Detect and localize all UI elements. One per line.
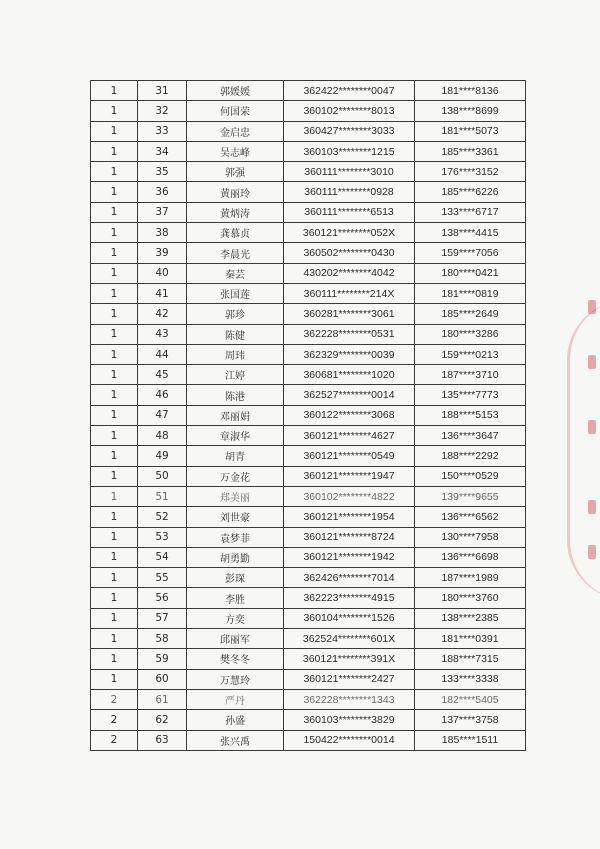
id-number-cell: 360121********2427: [284, 669, 415, 689]
number-cell: 63: [138, 730, 187, 750]
seal-mark: [588, 420, 596, 434]
table-row: [91, 182, 526, 202]
batch-cell: 2: [91, 689, 138, 709]
number-cell: 43: [138, 324, 187, 344]
phone-cell: 136****6698: [415, 547, 526, 567]
number-cell: 31: [138, 81, 187, 101]
name-cell: 胡勇勤: [187, 547, 284, 567]
phone-cell: 181****0819: [415, 283, 526, 303]
phone-cell: 136****3647: [415, 426, 526, 446]
seal-mark: [588, 300, 596, 314]
number-cell: 46: [138, 385, 187, 405]
batch-cell: 1: [91, 669, 138, 689]
name-cell: 刘世豪: [187, 507, 284, 527]
phone-cell: 181****8136: [415, 81, 526, 101]
table-row: [91, 486, 526, 506]
table-row: [91, 101, 526, 121]
table-row: [91, 405, 526, 425]
name-cell: 江婷: [187, 365, 284, 385]
phone-cell: 137****3758: [415, 710, 526, 730]
id-number-cell: 360111********3010: [284, 162, 415, 182]
name-cell: 郑美丽: [187, 486, 284, 506]
number-cell: 49: [138, 446, 187, 466]
id-number-cell: 360281********3061: [284, 304, 415, 324]
table-row: [91, 324, 526, 344]
table-row: [91, 547, 526, 567]
name-cell: 张兴禹: [187, 730, 284, 750]
number-cell: 56: [138, 588, 187, 608]
name-cell: 彭琛: [187, 568, 284, 588]
id-number-cell: 362228********0531: [284, 324, 415, 344]
id-number-cell: 362228********1343: [284, 689, 415, 709]
phone-cell: 138****4415: [415, 223, 526, 243]
phone-cell: 188****2292: [415, 446, 526, 466]
phone-cell: 138****2385: [415, 608, 526, 628]
id-number-cell: 362329********0039: [284, 344, 415, 364]
table-row: [91, 649, 526, 669]
number-cell: 39: [138, 243, 187, 263]
number-cell: 47: [138, 405, 187, 425]
phone-cell: 135****7773: [415, 385, 526, 405]
number-cell: 37: [138, 202, 187, 222]
name-cell: 吴志峰: [187, 141, 284, 161]
id-number-cell: 360111********0928: [284, 182, 415, 202]
table-row: [91, 669, 526, 689]
phone-cell: 187****3710: [415, 365, 526, 385]
batch-cell: 2: [91, 730, 138, 750]
number-cell: 55: [138, 568, 187, 588]
phone-cell: 181****5073: [415, 121, 526, 141]
number-cell: 57: [138, 608, 187, 628]
table-row: [91, 81, 526, 101]
name-cell: 胡青: [187, 446, 284, 466]
table-row: [91, 527, 526, 547]
name-cell: 张国莲: [187, 283, 284, 303]
table-row: [91, 507, 526, 527]
phone-cell: 150****0529: [415, 466, 526, 486]
batch-cell: 1: [91, 202, 138, 222]
phone-cell: 138****8699: [415, 101, 526, 121]
roster-table-body: [91, 81, 526, 751]
phone-cell: 185****2649: [415, 304, 526, 324]
name-cell: 陈港: [187, 385, 284, 405]
batch-cell: 1: [91, 223, 138, 243]
phone-cell: 180****3760: [415, 588, 526, 608]
roster-table: [90, 80, 526, 751]
name-cell: 龚慕贞: [187, 223, 284, 243]
id-number-cell: 360111********6513: [284, 202, 415, 222]
name-cell: 方奕: [187, 608, 284, 628]
number-cell: 59: [138, 649, 187, 669]
id-number-cell: 360102********8013: [284, 101, 415, 121]
phone-cell: 133****6717: [415, 202, 526, 222]
phone-cell: 182****5405: [415, 689, 526, 709]
table-row: [91, 689, 526, 709]
name-cell: 何国荣: [187, 101, 284, 121]
name-cell: 郭强: [187, 162, 284, 182]
batch-cell: 1: [91, 283, 138, 303]
number-cell: 58: [138, 629, 187, 649]
id-number-cell: 360121********4627: [284, 426, 415, 446]
name-cell: 万金花: [187, 466, 284, 486]
batch-cell: 1: [91, 344, 138, 364]
phone-cell: 181****0391: [415, 629, 526, 649]
batch-cell: 1: [91, 141, 138, 161]
table-row: [91, 608, 526, 628]
name-cell: 郭珍: [187, 304, 284, 324]
number-cell: 36: [138, 182, 187, 202]
batch-cell: 1: [91, 405, 138, 425]
id-number-cell: 360111********214X: [284, 283, 415, 303]
id-number-cell: 360121********1947: [284, 466, 415, 486]
number-cell: 44: [138, 344, 187, 364]
batch-cell: 1: [91, 466, 138, 486]
number-cell: 54: [138, 547, 187, 567]
id-number-cell: 150422********0014: [284, 730, 415, 750]
batch-cell: 1: [91, 243, 138, 263]
batch-cell: 1: [91, 588, 138, 608]
number-cell: 38: [138, 223, 187, 243]
batch-cell: 1: [91, 121, 138, 141]
table-row: [91, 385, 526, 405]
table-row: [91, 162, 526, 182]
table-row: [91, 710, 526, 730]
id-number-cell: 360121********0549: [284, 446, 415, 466]
number-cell: 62: [138, 710, 187, 730]
id-number-cell: 360121********052X: [284, 223, 415, 243]
batch-cell: 1: [91, 182, 138, 202]
name-cell: 黄炳涛: [187, 202, 284, 222]
table-row: [91, 304, 526, 324]
batch-cell: 1: [91, 608, 138, 628]
number-cell: 60: [138, 669, 187, 689]
seal-mark: [588, 545, 596, 559]
name-cell: 金启忠: [187, 121, 284, 141]
number-cell: 52: [138, 507, 187, 527]
number-cell: 33: [138, 121, 187, 141]
number-cell: 40: [138, 263, 187, 283]
batch-cell: 2: [91, 710, 138, 730]
batch-cell: 1: [91, 263, 138, 283]
table-row: [91, 568, 526, 588]
phone-cell: 136****6562: [415, 507, 526, 527]
id-number-cell: 360121********8724: [284, 527, 415, 547]
batch-cell: 1: [91, 304, 138, 324]
name-cell: 周玮: [187, 344, 284, 364]
phone-cell: 187****1989: [415, 568, 526, 588]
id-number-cell: 360502********0430: [284, 243, 415, 263]
phone-cell: 188****7315: [415, 649, 526, 669]
table-row: [91, 121, 526, 141]
name-cell: 李胜: [187, 588, 284, 608]
phone-cell: 185****1511: [415, 730, 526, 750]
table-row: [91, 426, 526, 446]
table-row: [91, 202, 526, 222]
batch-cell: 1: [91, 629, 138, 649]
name-cell: 秦芸: [187, 263, 284, 283]
batch-cell: 1: [91, 547, 138, 567]
phone-cell: 185****3361: [415, 141, 526, 161]
table-row: [91, 283, 526, 303]
phone-cell: 188****5153: [415, 405, 526, 425]
number-cell: 50: [138, 466, 187, 486]
table-row: [91, 446, 526, 466]
name-cell: 章淑华: [187, 426, 284, 446]
name-cell: 袁梦菲: [187, 527, 284, 547]
batch-cell: 1: [91, 486, 138, 506]
batch-cell: 1: [91, 324, 138, 344]
batch-cell: 1: [91, 527, 138, 547]
phone-cell: 130****7958: [415, 527, 526, 547]
batch-cell: 1: [91, 162, 138, 182]
phone-cell: 180****0421: [415, 263, 526, 283]
phone-cell: 180****3286: [415, 324, 526, 344]
table-row: [91, 141, 526, 161]
name-cell: 李晨光: [187, 243, 284, 263]
name-cell: 樊冬冬: [187, 649, 284, 669]
number-cell: 41: [138, 283, 187, 303]
table-row: [91, 365, 526, 385]
batch-cell: 1: [91, 81, 138, 101]
batch-cell: 1: [91, 385, 138, 405]
number-cell: 42: [138, 304, 187, 324]
number-cell: 48: [138, 426, 187, 446]
phone-cell: 159****7056: [415, 243, 526, 263]
batch-cell: 1: [91, 568, 138, 588]
id-number-cell: 430202********4042: [284, 263, 415, 283]
id-number-cell: 362426********7014: [284, 568, 415, 588]
number-cell: 32: [138, 101, 187, 121]
number-cell: 53: [138, 527, 187, 547]
id-number-cell: 362223********4915: [284, 588, 415, 608]
batch-cell: 1: [91, 101, 138, 121]
name-cell: 陈健: [187, 324, 284, 344]
phone-cell: 159****0213: [415, 344, 526, 364]
name-cell: 严丹: [187, 689, 284, 709]
name-cell: 万慧玲: [187, 669, 284, 689]
table-row: [91, 629, 526, 649]
id-number-cell: 360681********1020: [284, 365, 415, 385]
number-cell: 45: [138, 365, 187, 385]
batch-cell: 1: [91, 365, 138, 385]
name-cell: 孙盛: [187, 710, 284, 730]
id-number-cell: 360122********3068: [284, 405, 415, 425]
seal-mark: [588, 355, 596, 369]
name-cell: 邱丽军: [187, 629, 284, 649]
name-cell: 黄丽玲: [187, 182, 284, 202]
id-number-cell: 360102********4822: [284, 486, 415, 506]
id-number-cell: 360103********3829: [284, 710, 415, 730]
id-number-cell: 360103********1215: [284, 141, 415, 161]
id-number-cell: 362527********0014: [284, 385, 415, 405]
number-cell: 61: [138, 689, 187, 709]
id-number-cell: 362422********0047: [284, 81, 415, 101]
batch-cell: 1: [91, 507, 138, 527]
phone-cell: 176****3152: [415, 162, 526, 182]
table-row: [91, 344, 526, 364]
table-row: [91, 223, 526, 243]
table-row: [91, 730, 526, 750]
phone-cell: 139****9655: [415, 486, 526, 506]
batch-cell: 1: [91, 649, 138, 669]
id-number-cell: 360104********1526: [284, 608, 415, 628]
number-cell: 34: [138, 141, 187, 161]
name-cell: 邓丽娟: [187, 405, 284, 425]
table-row: [91, 263, 526, 283]
id-number-cell: 360121********1954: [284, 507, 415, 527]
phone-cell: 185****6226: [415, 182, 526, 202]
batch-cell: 1: [91, 426, 138, 446]
id-number-cell: 360427********3033: [284, 121, 415, 141]
table-row: [91, 243, 526, 263]
table-row: [91, 466, 526, 486]
number-cell: 35: [138, 162, 187, 182]
table-row: [91, 588, 526, 608]
seal-mark: [588, 500, 596, 514]
id-number-cell: 362524********601X: [284, 629, 415, 649]
number-cell: 51: [138, 486, 187, 506]
id-number-cell: 360121********391X: [284, 649, 415, 669]
phone-cell: 133****3338: [415, 669, 526, 689]
name-cell: 郭媛媛: [187, 81, 284, 101]
id-number-cell: 360121********1942: [284, 547, 415, 567]
batch-cell: 1: [91, 446, 138, 466]
